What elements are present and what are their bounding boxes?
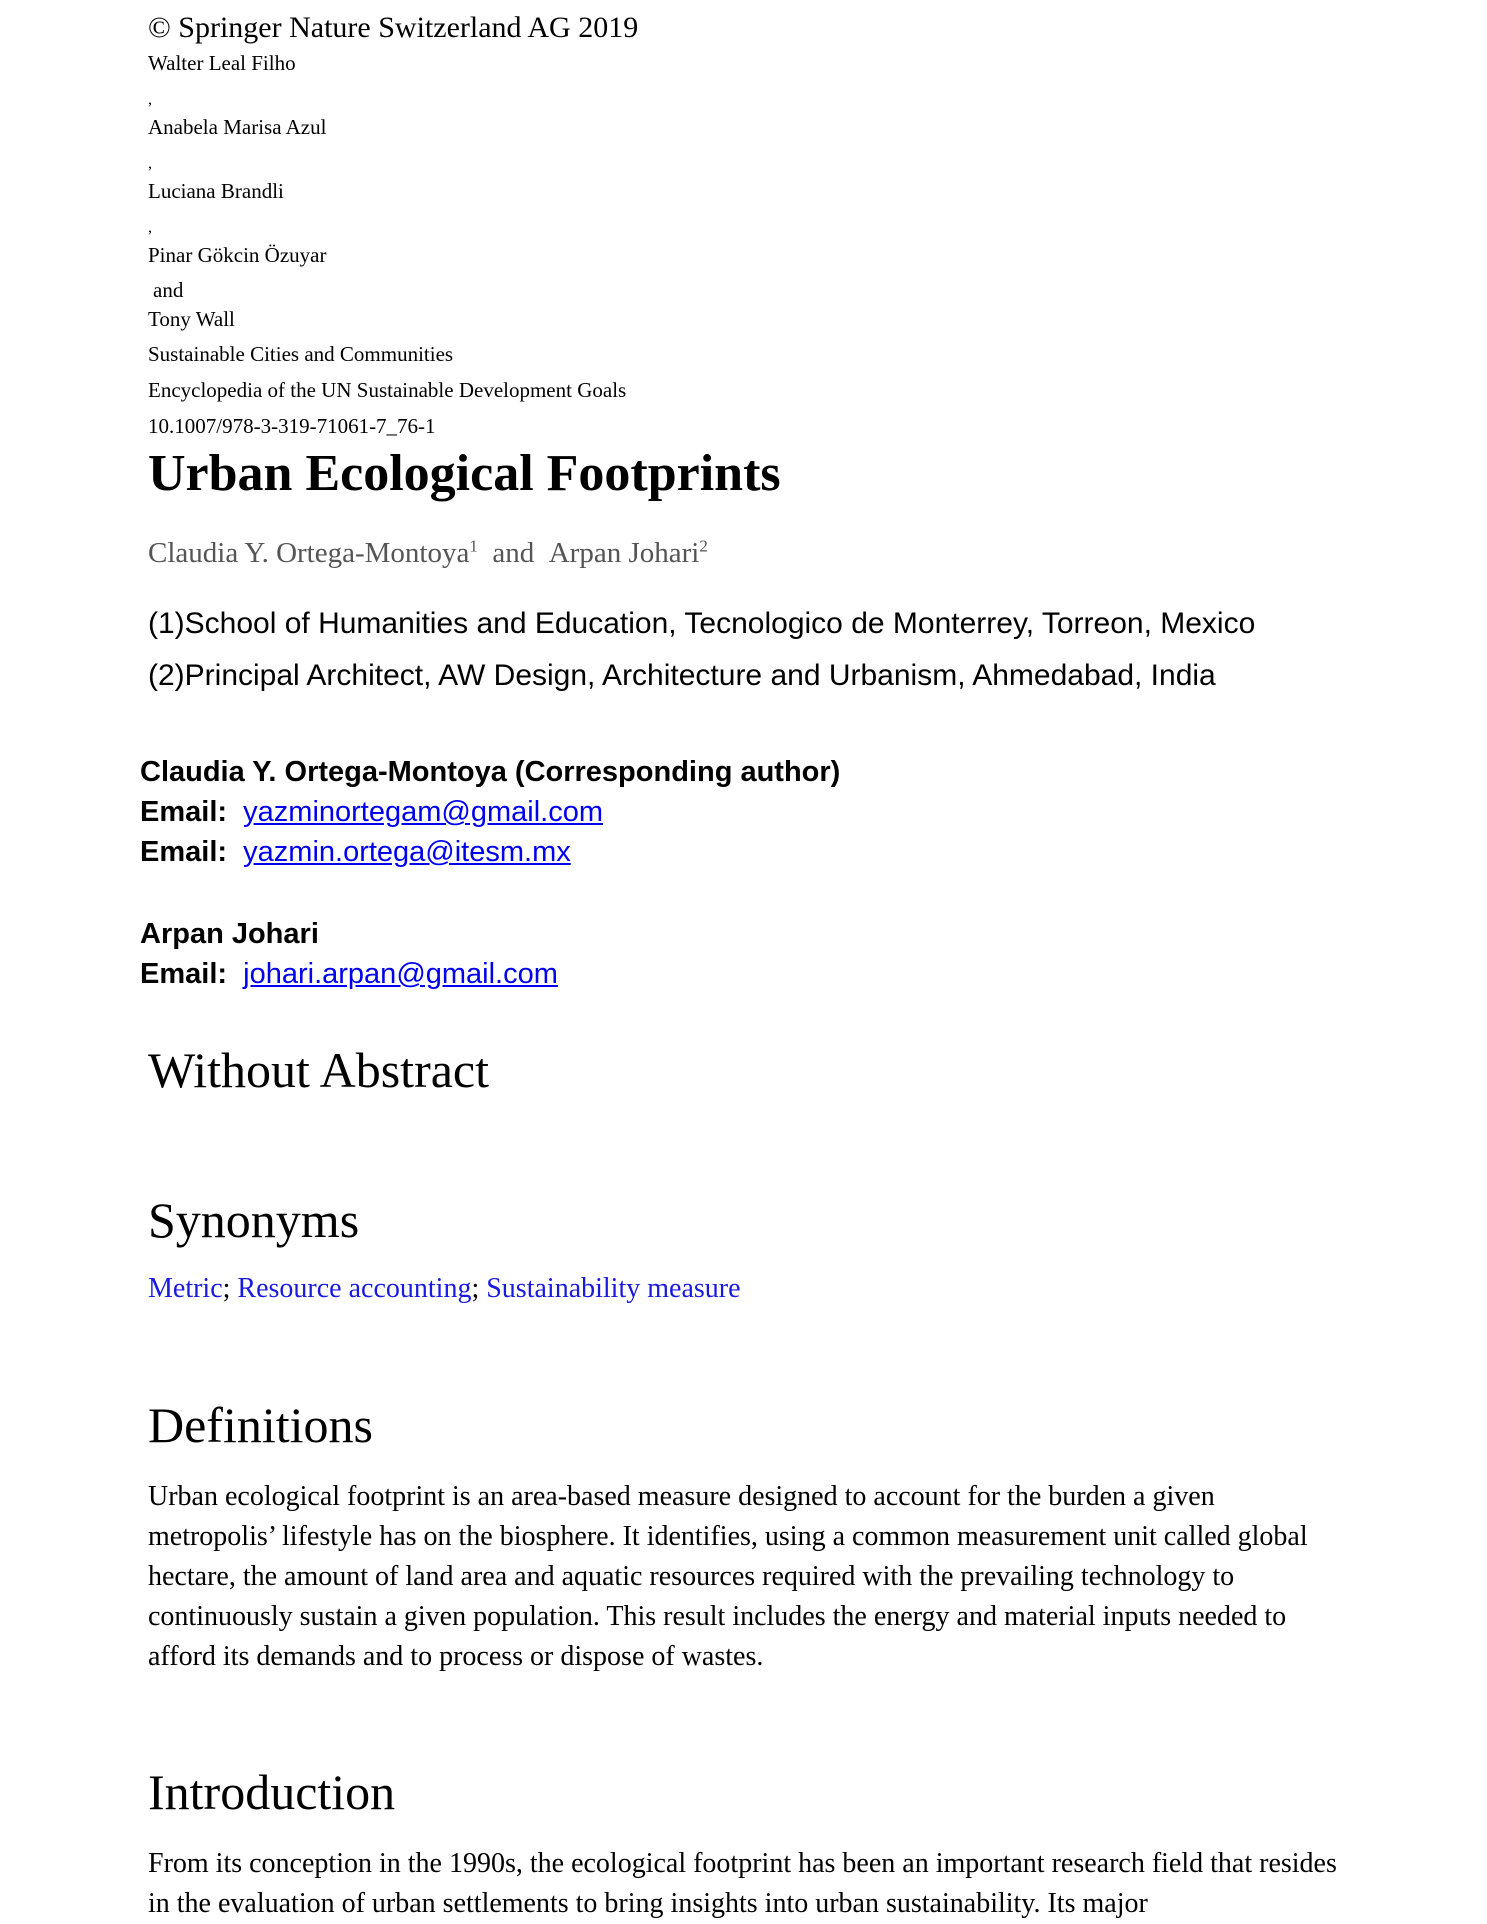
synonym-separator: ; (471, 1273, 480, 1304)
definitions-paragraph: Urban ecological footprint is an area-based measure designed to account for the burden a given metropolis’ lifestyle has on the biosphere. It identifies, using a common measurement unit called global hectare, the amount of land area and aquatic resources required with the prevailing technology to continuously sustain a given population. This result includes the energy and material inputs needed to afford its demands and to process or dispose of wastes. (148, 1481, 1308, 1672)
editor-separator: , (148, 155, 152, 172)
author-conjunction: and (492, 537, 535, 569)
editor-name: Tony Wall (148, 307, 235, 331)
synonym-link[interactable]: Sustainability measure (486, 1273, 741, 1304)
author-affiliation-number: 2 (699, 536, 708, 556)
book-series: Sustainable Cities and Communities (148, 342, 454, 366)
editor-separator: , (148, 91, 152, 108)
editor-name: Walter Leal Filho (148, 51, 296, 75)
synonym-link[interactable]: Resource accounting (237, 1273, 472, 1304)
author-name: Claudia Y. Ortega-Montoya (148, 537, 470, 569)
author-contact-name (140, 914, 319, 954)
editor-name: Pinar Gökcin Özuyar (148, 243, 327, 267)
introduction-paragraph: From its conception in the 1990s, the ecological footprint has been an important research field that resides in the evaluation of urban settlements to bring insights into urban sustainability. Its major (148, 1848, 1337, 1919)
email-link[interactable]: yazmin.ortega@itesm.mx (243, 836, 571, 868)
book-title: Encyclopedia of the UN Sustainable Development Goals (148, 378, 627, 402)
email-link[interactable]: yazminortegam@gmail.com (243, 796, 603, 828)
editor-separator: , (148, 219, 152, 236)
affiliation: (1)School of Humanities and Education, Tecnologico de Monterrey, Torreon, Mexico (148, 607, 1256, 640)
section-heading-introduction: Introduction (148, 1764, 396, 1820)
author-name: Arpan Johari (548, 537, 700, 569)
article-title: Urban Ecological Footprints (148, 445, 781, 502)
synonym-separator: ; (222, 1273, 231, 1304)
editor-name: Anabela Marisa Azul (148, 115, 327, 139)
doi: 10.1007/978-3-319-71061-7_76-1 (148, 414, 436, 438)
section-heading-synonyms: Synonyms (148, 1192, 360, 1248)
author-line (148, 535, 708, 571)
editor-conjunction: and (153, 278, 184, 302)
section-heading-definitions: Definitions (148, 1397, 373, 1453)
email-label: Email: (140, 958, 228, 990)
contact-email-row (140, 832, 571, 872)
email-label: Email: (140, 836, 228, 868)
author-affiliation-number: 1 (469, 536, 478, 556)
affiliation: (2)Principal Architect, AW Design, Architecture and Urbanism, Ahmedabad, India (148, 659, 1216, 692)
synonym-link[interactable]: Metric (148, 1273, 223, 1304)
section-heading-without-abstract: Without Abstract (148, 1042, 489, 1098)
contact-name: Arpan Johari (140, 918, 319, 950)
corresponding-author-name (140, 752, 840, 792)
contact-email-row (140, 954, 558, 994)
editor-name: Luciana Brandli (148, 179, 284, 203)
synonym-list (148, 1271, 741, 1307)
contact-email-row (140, 792, 603, 832)
contact-name: Claudia Y. Ortega-Montoya (Corresponding author) (140, 756, 841, 788)
copyright-notice: © Springer Nature Switzerland AG 2019 (148, 11, 639, 44)
email-label: Email: (140, 796, 228, 828)
email-link[interactable]: johari.arpan@gmail.com (243, 958, 558, 990)
